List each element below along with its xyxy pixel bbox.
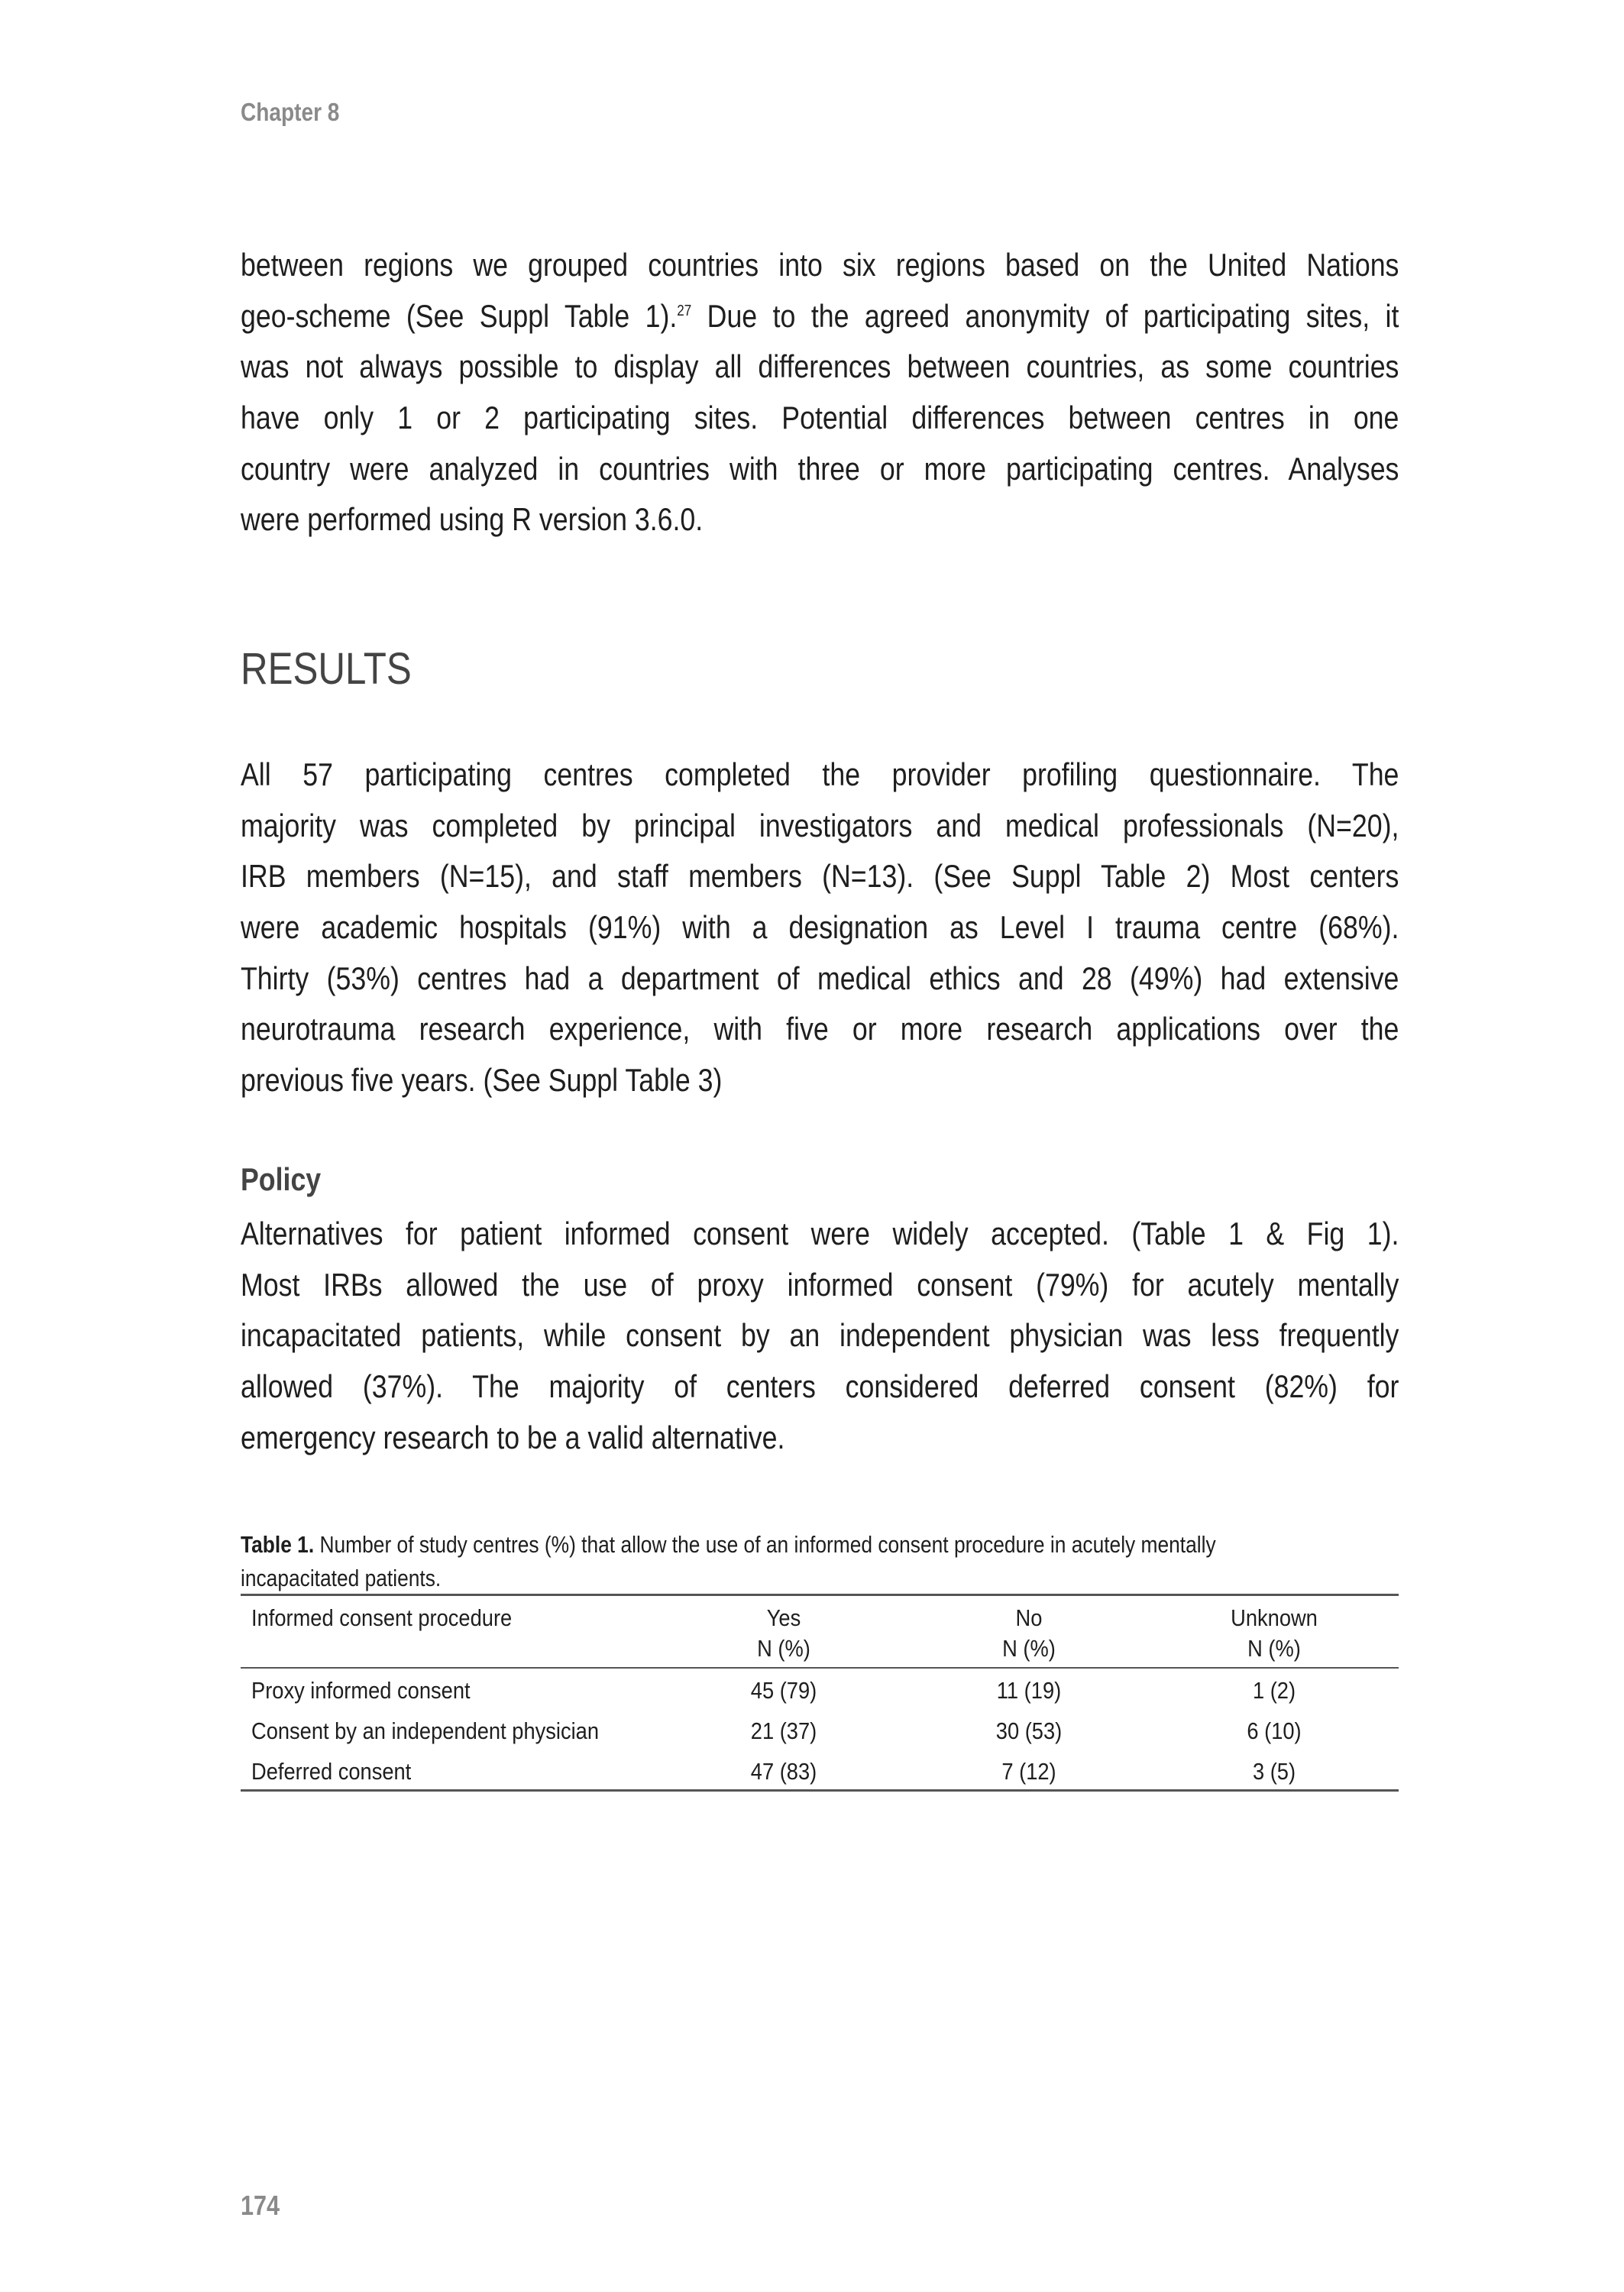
policy-paragraph: [241, 1209, 1399, 1463]
text-line: All 57 participating centres completed the provider profiling questionnaire. The: [241, 756, 1399, 792]
text-line: was not always possible to display all differences between countries, as some countries: [241, 348, 1399, 385]
caption-label: Table 1.: [241, 1531, 315, 1558]
table-header-rule: [241, 1667, 1399, 1669]
results-heading: RESULTS: [241, 644, 412, 694]
text-line: neurotrauma research experience, with five or more research applications over the: [241, 1011, 1399, 1047]
text-line: Alternatives for patient informed consent were widely accepted. (Table 1 & Fig 1).: [241, 1216, 1399, 1251]
text-line: IRB members (N=15), and staff members (N=13). (See Suppl Table 2) Most centers: [241, 858, 1399, 895]
column-header: Informed consent procedure: [251, 1604, 513, 1631]
table-top-rule: [241, 1594, 1399, 1596]
column-subheader: N (%): [757, 1635, 810, 1662]
text-line: country were analyzed in countries with three or more participating centres. Analyses: [241, 450, 1399, 487]
text-line: geo-scheme (See Suppl Table 1).$^{27}$ Due to the agreed anonymity of participating sites, it: [241, 297, 1399, 334]
text-line: previous five years. (See Suppl Table 3): [241, 1062, 723, 1099]
column-subheader: N (%): [1002, 1635, 1056, 1662]
citation: 27: [677, 302, 692, 319]
text-line: between regions we grouped countries into six regions based on the United Nations: [241, 247, 1399, 283]
text-line: allowed (37%). The majority of centers considered deferred consent (82%) for: [241, 1368, 1399, 1405]
chapter-header: Chapter 8: [241, 98, 340, 126]
column-header: Unknown: [1231, 1604, 1318, 1631]
text-line: were academic hospitals (91%) with a designation as Level I trauma centre (68%).: [241, 909, 1399, 946]
text-line: Thirty (53%) centres had a department of medical ethics and 28 (49%) had extensive: [241, 960, 1399, 996]
policy-heading: Policy: [241, 1161, 322, 1197]
text-line: majority was completed by principal investigators and medical professionals (N=20),: [241, 807, 1399, 843]
methods-paragraph: [241, 240, 1399, 545]
page-number: 174: [241, 2190, 280, 2221]
column-subheader: N (%): [1247, 1635, 1301, 1662]
column-header: No: [1015, 1604, 1043, 1631]
text-line: emergency research to be a valid alternative.: [241, 1419, 785, 1455]
text-line: were performed using R version 3.6.0.: [241, 501, 704, 538]
table-bottom-rule: [241, 1789, 1399, 1792]
results-paragraph: [241, 749, 1399, 1106]
table-caption: Table 1. Number of study centres (%) that allow the use of an informed consent procedure in acutely mentally incapacitated patients.: [241, 1531, 1216, 1591]
text-line: Most IRBs allowed the use of proxy informed consent (79%) for acutely mentally: [241, 1266, 1399, 1303]
column-header: Yes: [766, 1604, 801, 1631]
text-line: have only 1 or 2 participating sites. Potential differences between centres in one: [241, 400, 1399, 436]
text-line: incapacitated patients, while consent by an independent physician was less frequently: [241, 1317, 1399, 1354]
